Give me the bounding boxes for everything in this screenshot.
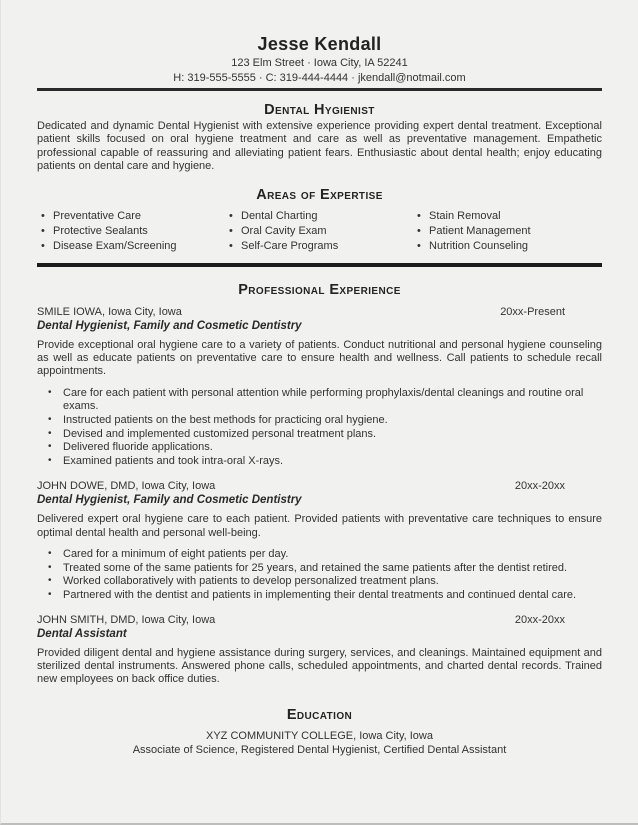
education-degree-line: Associate of Science, Registered Dental Hygienist, Certified Dental Assistant <box>132 744 507 757</box>
job-header <box>37 480 602 493</box>
job-summary: Provide exceptional oral hygiene care to a variety of patients. Conduct nutritional and personal hygiene counseling as well as educate patients on preventative care to ensure health and wellness. Call patients to schedule recall appointments. <box>37 338 602 378</box>
employer-name: JOHN SMITH, DMD, Iowa City, Iowa <box>37 613 216 626</box>
job-dates: 20xx-20xx <box>514 480 565 493</box>
expertise-item: • Preventative Care <box>37 209 225 224</box>
job-entry-1 <box>37 306 602 469</box>
contact-line: H: 319-555-5555 · C: 319-444-4444 · jkendall@notmail.com <box>173 72 466 84</box>
education-school-line: XYZ COMMUNITY COLLEGE, Iowa City, Iowa <box>206 729 433 742</box>
job-bullet: • Treated some of the same patients for 25 years, and retained the same patients after the dentist retired. <box>37 562 602 576</box>
job-header <box>37 306 602 319</box>
expertise-item: • Self-Care Programs <box>225 239 413 254</box>
job-bullet: • Devised and implemented customized personal treatment plans. <box>37 428 602 442</box>
job-summary: Provided diligent dental and hygiene assistance during surgery, services, and cleanings. Maintained equipment and sterilized dental instruments. Answered phone calls, scheduled appointments, and charted dental records. Trained new employees on back office duties. <box>37 646 602 686</box>
expertise-item: • Nutrition Counseling <box>413 239 602 254</box>
expertise-item: • Oral Cavity Exam <box>225 224 413 239</box>
expertise-grid <box>37 209 602 254</box>
job-bullet: • Cared for a minimum of eight patients per day. <box>37 548 602 562</box>
section-heading-professional-experience: Professional Experience <box>238 281 401 298</box>
expertise-item: • Dental Charting <box>225 209 413 224</box>
job-title: Dental Hygienist, Family and Cosmetic Dentistry <box>37 494 302 507</box>
resume-header <box>37 34 602 91</box>
job-dates: 20xx-Present <box>500 305 565 318</box>
job-entry-3 <box>37 614 602 687</box>
section-heading-dental-hygienist: Dental Hygienist <box>264 102 375 118</box>
job-title: Dental Assistant <box>37 627 127 640</box>
employer-name: SMILE IOWA, Iowa City, Iowa <box>37 305 182 318</box>
job-dates: 20xx-20xx <box>514 613 565 626</box>
resume-content <box>1 0 638 758</box>
section-divider-bar <box>37 263 602 267</box>
job-bullet: • Partnered with the dentist and patients in implementing their dental treatments and continued dental care. <box>37 589 602 603</box>
employer-name: JOHN DOWE, DMD, Iowa City, Iowa <box>37 480 216 493</box>
job-entry-2 <box>37 480 602 602</box>
job-bullet-list <box>37 548 602 602</box>
expertise-column-1 <box>37 209 225 254</box>
expertise-item: • Stain Removal <box>413 209 602 224</box>
expertise-item: • Patient Management <box>413 224 602 239</box>
section-heading-areas-of-expertise: Areas of Expertise <box>256 186 383 203</box>
address-line: 123 Elm Street · Iowa City, IA 52241 <box>231 57 408 69</box>
job-bullet: • Worked collaboratively with patients to develop personalized treatment plans. <box>37 575 602 589</box>
expertise-item: • Protective Sealants <box>37 224 225 239</box>
section-heading-education: Education <box>286 706 353 723</box>
job-bullet-list <box>37 387 602 469</box>
job-bullet: • Examined patients and took intra-oral X-rays. <box>37 455 602 469</box>
expertise-column-3 <box>413 209 602 254</box>
objective-summary: Dedicated and dynamic Dental Hygienist with extensive experience providing expert dental treatment. Exceptional patient skills focused on oral hygiene treatment and care as well as preventative management. Empathetic professional capable of reassuring and alleviating patient fears. Enthusiastic about dental health; enjoy educating patients on dental care and hygiene. <box>37 120 602 173</box>
job-bullet: • Delivered fluoride applications. <box>37 441 602 455</box>
job-summary: Delivered expert oral hygiene care to each patient. Provided patients with preventative care techniques to ensure optimal dental health and personal well-being. <box>37 513 602 539</box>
job-bullet: • Instructed patients on the best methods for practicing oral hygiene. <box>37 414 602 428</box>
job-title: Dental Hygienist, Family and Cosmetic Dentistry <box>37 319 302 332</box>
candidate-name: Jesse Kendall <box>257 34 382 54</box>
expertise-item: • Disease Exam/Screening <box>37 239 225 254</box>
expertise-column-2 <box>225 209 413 254</box>
job-header <box>37 614 602 627</box>
job-bullet: • Care for each patient with personal attention while performing prophylaxis/dental cleanings and routine oral exams. <box>37 387 602 414</box>
